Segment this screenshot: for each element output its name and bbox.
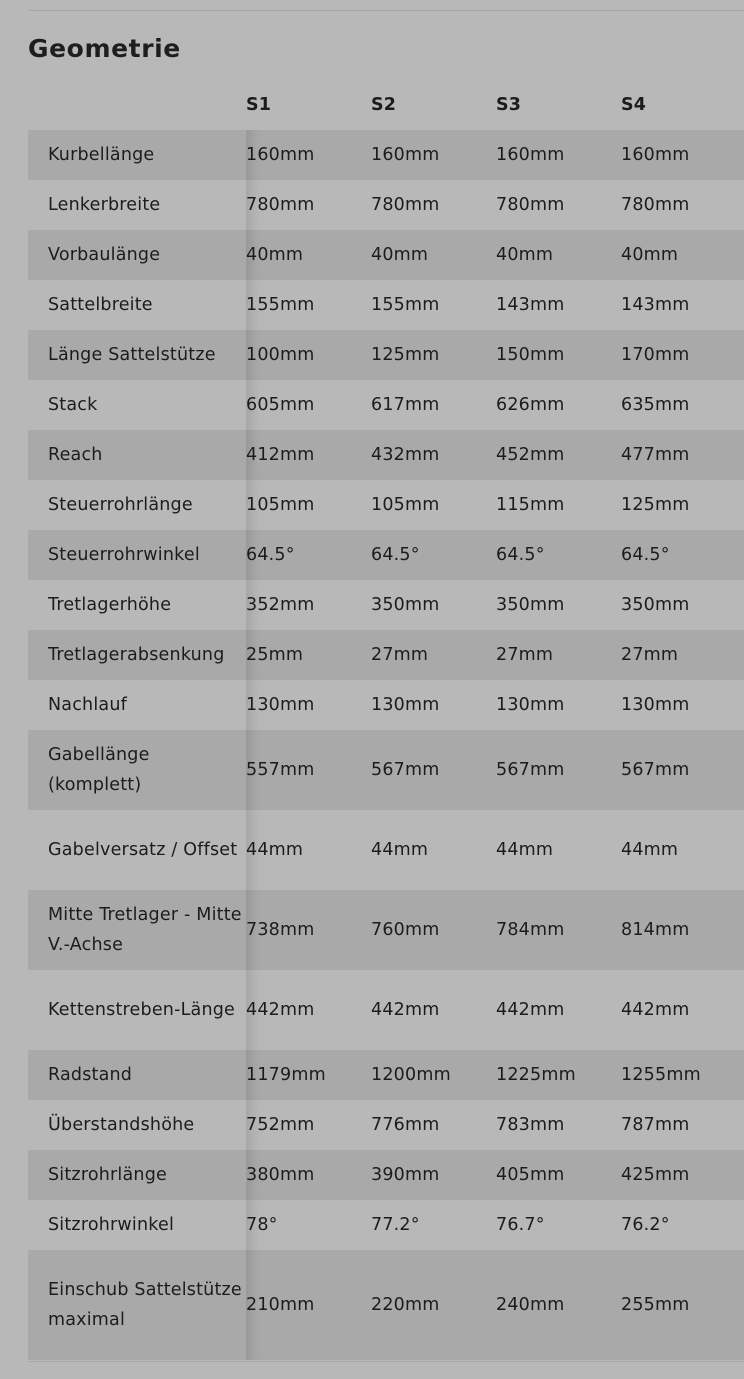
value-cell: 64.5° xyxy=(621,530,744,580)
value-cell: 752mm xyxy=(246,1100,371,1150)
row-label: Steuerrohrlänge xyxy=(28,480,246,530)
value-cell: 1225mm xyxy=(496,1050,621,1100)
row-label: Sitzrohrwinkel xyxy=(28,1200,246,1250)
value-cell: 27mm xyxy=(496,630,621,680)
table-row xyxy=(28,680,744,730)
value-cell: 605mm xyxy=(246,380,371,430)
value-cell: 125mm xyxy=(371,330,496,380)
table-row xyxy=(28,1200,744,1250)
row-label: Tretlagerabsenkung xyxy=(28,630,246,680)
value-cell: 160mm xyxy=(246,130,371,180)
row-label: Kettenstreben-Länge xyxy=(28,970,246,1050)
value-cell: 567mm xyxy=(371,730,496,810)
value-cell: 390mm xyxy=(371,1150,496,1200)
value-cell: 255mm xyxy=(621,1250,744,1360)
table-row xyxy=(28,530,744,580)
value-cell: 780mm xyxy=(496,180,621,230)
table-row xyxy=(28,1100,744,1150)
value-cell: 130mm xyxy=(621,680,744,730)
value-cell: 160mm xyxy=(371,130,496,180)
table-row xyxy=(28,230,744,280)
top-divider xyxy=(28,10,744,11)
row-label: Vorbaulänge xyxy=(28,230,246,280)
row-label: Überstandshöhe xyxy=(28,1100,246,1150)
value-cell: 240mm xyxy=(496,1250,621,1360)
value-cell: 814mm xyxy=(621,890,744,970)
value-cell: 567mm xyxy=(496,730,621,810)
value-cell: 130mm xyxy=(371,680,496,730)
value-cell: 220mm xyxy=(371,1250,496,1360)
value-cell: 76.2° xyxy=(621,1200,744,1250)
bottom-divider xyxy=(28,1361,744,1362)
value-cell: 350mm xyxy=(371,580,496,630)
value-cell: 432mm xyxy=(371,430,496,480)
row-label: Stack xyxy=(28,380,246,430)
value-cell: 64.5° xyxy=(246,530,371,580)
value-cell: 352mm xyxy=(246,580,371,630)
value-cell: 27mm xyxy=(621,630,744,680)
value-cell: 350mm xyxy=(496,580,621,630)
value-cell: 787mm xyxy=(621,1100,744,1150)
row-label: Reach xyxy=(28,430,246,480)
value-cell: 780mm xyxy=(371,180,496,230)
table-row xyxy=(28,970,744,1050)
value-cell: 350mm xyxy=(621,580,744,630)
value-cell: 155mm xyxy=(246,280,371,330)
table-row xyxy=(28,480,744,530)
value-cell: 635mm xyxy=(621,380,744,430)
table-row xyxy=(28,580,744,630)
value-cell: 442mm xyxy=(496,970,621,1050)
value-cell: 160mm xyxy=(621,130,744,180)
value-cell: 780mm xyxy=(246,180,371,230)
value-cell: 617mm xyxy=(371,380,496,430)
row-label: Mitte Tretlager - Mitte V.-Achse xyxy=(28,890,246,970)
row-label: Sitzrohrlänge xyxy=(28,1150,246,1200)
value-cell: 143mm xyxy=(621,280,744,330)
value-cell: 44mm xyxy=(621,810,744,890)
row-label: Lenkerbreite xyxy=(28,180,246,230)
value-cell: 130mm xyxy=(496,680,621,730)
value-cell: 210mm xyxy=(246,1250,371,1360)
size-header-s4: S4 xyxy=(621,95,647,115)
value-cell: 40mm xyxy=(496,230,621,280)
value-cell: 1200mm xyxy=(371,1050,496,1100)
value-cell: 143mm xyxy=(496,280,621,330)
value-cell: 27mm xyxy=(371,630,496,680)
value-cell: 77.2° xyxy=(371,1200,496,1250)
value-cell: 40mm xyxy=(371,230,496,280)
table-row xyxy=(28,280,744,330)
row-label: Radstand xyxy=(28,1050,246,1100)
table-row xyxy=(28,890,744,970)
table-row xyxy=(28,180,744,230)
size-header-s1: S1 xyxy=(246,95,272,115)
value-cell: 784mm xyxy=(496,890,621,970)
row-label: Nachlauf xyxy=(28,680,246,730)
value-cell: 160mm xyxy=(496,130,621,180)
table-row xyxy=(28,810,744,890)
header-label-cell xyxy=(28,80,246,130)
value-cell: 125mm xyxy=(621,480,744,530)
value-cell: 442mm xyxy=(246,970,371,1050)
value-cell: 1255mm xyxy=(621,1050,744,1100)
value-cell: 442mm xyxy=(371,970,496,1050)
value-cell: 783mm xyxy=(496,1100,621,1150)
value-cell: 150mm xyxy=(496,330,621,380)
table-row xyxy=(28,730,744,810)
row-label: Tretlagerhöhe xyxy=(28,580,246,630)
value-cell: 760mm xyxy=(371,890,496,970)
value-cell: 40mm xyxy=(621,230,744,280)
value-cell: 567mm xyxy=(621,730,744,810)
value-cell: 557mm xyxy=(246,730,371,810)
table-row xyxy=(28,1150,744,1200)
value-cell: 64.5° xyxy=(496,530,621,580)
value-cell: 40mm xyxy=(246,230,371,280)
table-row xyxy=(28,330,744,380)
value-cell: 477mm xyxy=(621,430,744,480)
value-cell: 100mm xyxy=(246,330,371,380)
value-cell: 130mm xyxy=(246,680,371,730)
value-cell: 76.7° xyxy=(496,1200,621,1250)
size-header-row xyxy=(28,80,744,130)
table-row xyxy=(28,430,744,480)
size-header-s3: S3 xyxy=(496,95,522,115)
row-label: Steuerrohrwinkel xyxy=(28,530,246,580)
value-cell: 776mm xyxy=(371,1100,496,1150)
value-cell: 105mm xyxy=(371,480,496,530)
value-cell: 155mm xyxy=(371,280,496,330)
row-label: Gabelversatz / Offset xyxy=(28,810,246,890)
value-cell: 380mm xyxy=(246,1150,371,1200)
value-cell: 412mm xyxy=(246,430,371,480)
row-label: Gabellänge (komplett) xyxy=(28,730,246,810)
value-cell: 44mm xyxy=(371,810,496,890)
value-cell: 25mm xyxy=(246,630,371,680)
row-label: Sattelbreite xyxy=(28,280,246,330)
row-label: Kurbellänge xyxy=(28,130,246,180)
table-row xyxy=(28,380,744,430)
section-title: Geometrie xyxy=(28,34,181,63)
value-cell: 442mm xyxy=(621,970,744,1050)
value-cell: 405mm xyxy=(496,1150,621,1200)
value-cell: 738mm xyxy=(246,890,371,970)
value-cell: 780mm xyxy=(621,180,744,230)
value-cell: 44mm xyxy=(496,810,621,890)
size-header-s2: S2 xyxy=(371,95,397,115)
table-row xyxy=(28,130,744,180)
value-cell: 64.5° xyxy=(371,530,496,580)
value-cell: 105mm xyxy=(246,480,371,530)
table-row xyxy=(28,1250,744,1360)
value-cell: 1179mm xyxy=(246,1050,371,1100)
row-label: Länge Sattelstütze xyxy=(28,330,246,380)
geometry-table xyxy=(28,80,744,1360)
value-cell: 626mm xyxy=(496,380,621,430)
value-cell: 78° xyxy=(246,1200,371,1250)
value-cell: 170mm xyxy=(621,330,744,380)
table-row xyxy=(28,630,744,680)
row-label: Einschub Sattelstütze maximal xyxy=(28,1250,246,1360)
table-row xyxy=(28,1050,744,1100)
value-cell: 44mm xyxy=(246,810,371,890)
value-cell: 115mm xyxy=(496,480,621,530)
value-cell: 452mm xyxy=(496,430,621,480)
value-cell: 425mm xyxy=(621,1150,744,1200)
